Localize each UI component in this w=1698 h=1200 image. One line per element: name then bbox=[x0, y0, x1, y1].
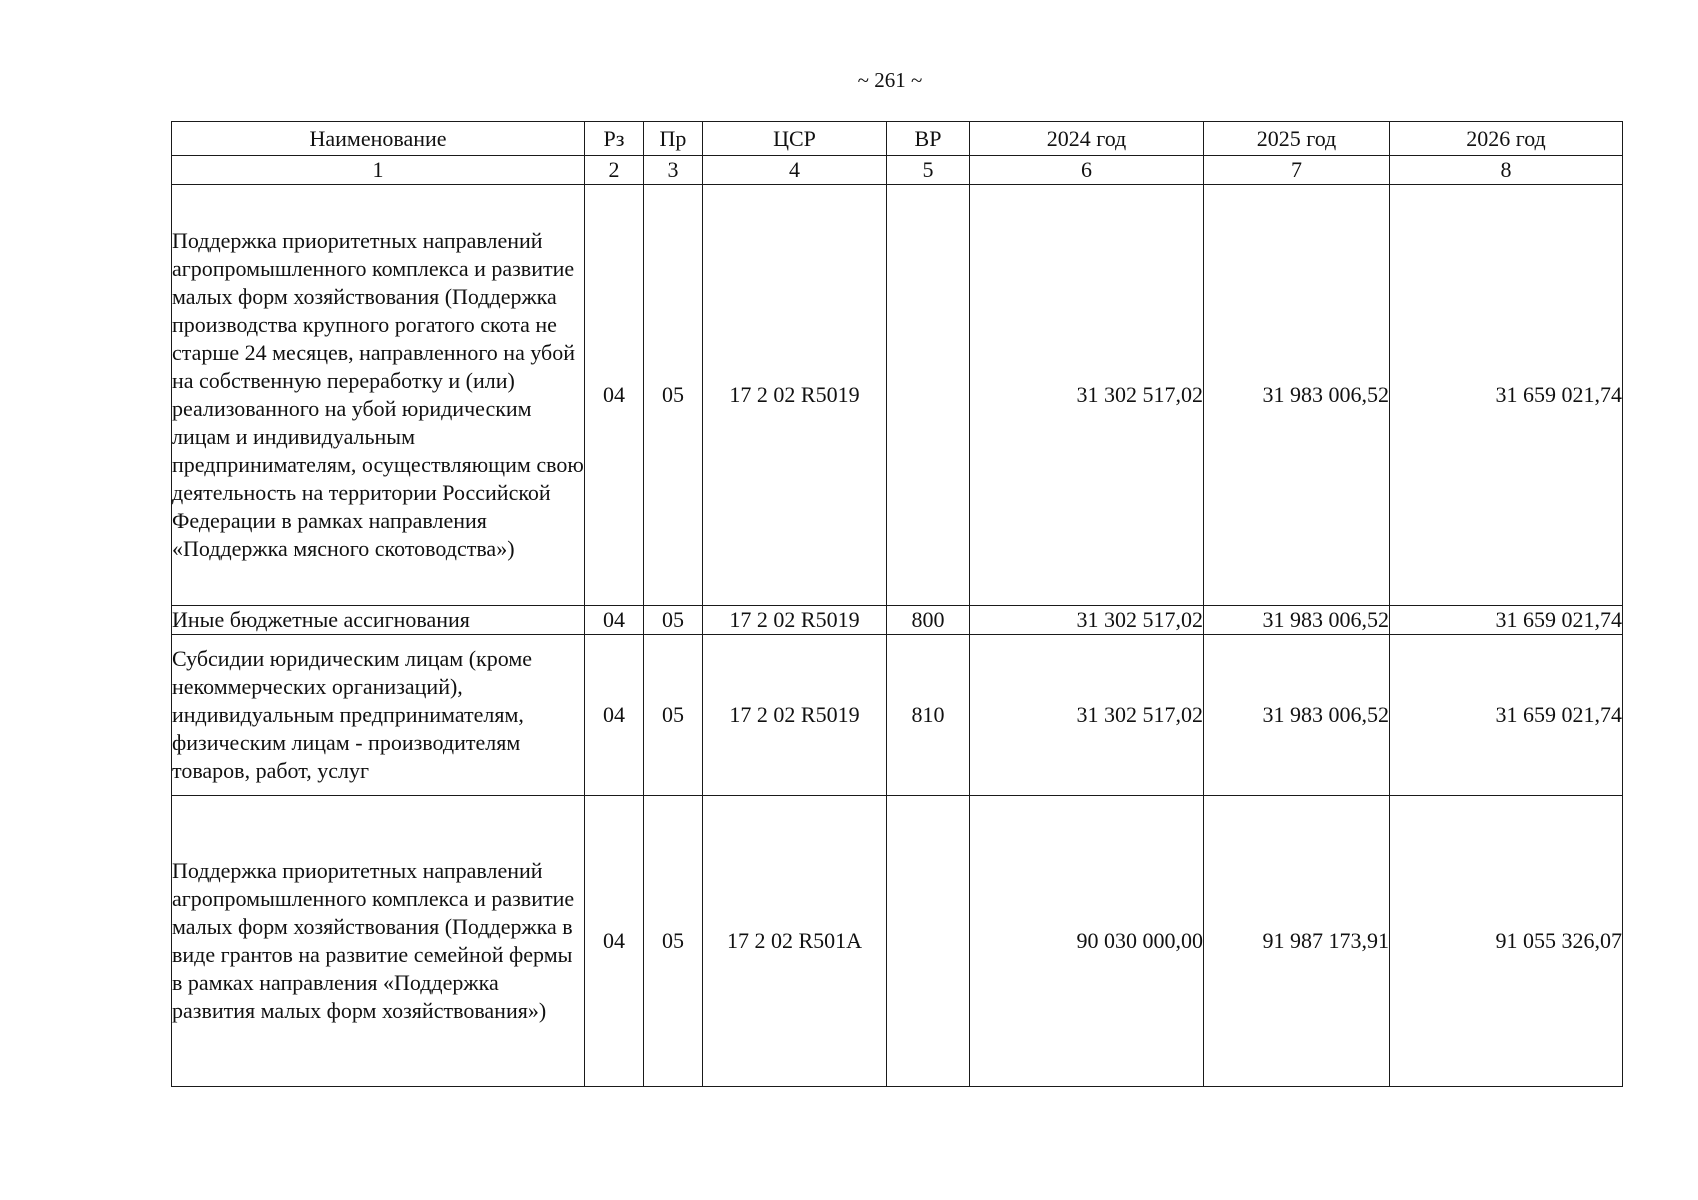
cell-2025: 31 983 006,52 bbox=[1204, 185, 1390, 606]
cell-2025: 91 987 173,91 bbox=[1204, 796, 1390, 1087]
cell-vr bbox=[887, 796, 970, 1087]
cell-name: Иные бюджетные ассигнования bbox=[172, 606, 585, 635]
cell-pr: 05 bbox=[644, 635, 703, 796]
header-pr: Пр bbox=[644, 122, 703, 156]
column-number: 8 bbox=[1390, 156, 1623, 185]
cell-rz: 04 bbox=[585, 796, 644, 1087]
table-row bbox=[172, 635, 1623, 796]
header-vr: ВР bbox=[887, 122, 970, 156]
cell-csr: 17 2 02 R5019 bbox=[703, 635, 887, 796]
cell-2026: 31 659 021,74 bbox=[1390, 635, 1623, 796]
cell-pr: 05 bbox=[644, 796, 703, 1087]
column-number-row bbox=[172, 156, 1623, 185]
cell-name: Субсидии юридическим лицам (кроме некоммерческих организаций), индивидуальным предпринимателям, физическим лицам - производителям товаров, работ, услуг bbox=[172, 635, 585, 796]
header-csr: ЦСР bbox=[703, 122, 887, 156]
cell-2026: 31 659 021,74 bbox=[1390, 606, 1623, 635]
cell-2024: 90 030 000,00 bbox=[970, 796, 1204, 1087]
column-number: 5 bbox=[887, 156, 970, 185]
cell-pr: 05 bbox=[644, 606, 703, 635]
cell-2024: 31 302 517,02 bbox=[970, 185, 1204, 606]
cell-rz: 04 bbox=[585, 606, 644, 635]
cell-2025: 31 983 006,52 bbox=[1204, 606, 1390, 635]
cell-rz: 04 bbox=[585, 185, 644, 606]
cell-rz: 04 bbox=[585, 635, 644, 796]
cell-csr: 17 2 02 R5019 bbox=[703, 185, 887, 606]
cell-2025: 31 983 006,52 bbox=[1204, 635, 1390, 796]
cell-pr: 05 bbox=[644, 185, 703, 606]
cell-vr bbox=[887, 185, 970, 606]
cell-2026: 31 659 021,74 bbox=[1390, 185, 1623, 606]
cell-vr: 800 bbox=[887, 606, 970, 635]
table-row bbox=[172, 606, 1623, 635]
budget-table bbox=[171, 121, 1623, 1087]
column-number: 4 bbox=[703, 156, 887, 185]
cell-name: Поддержка приоритетных направлений агропромышленного комплекса и развитие малых форм хозяйствования (Поддержка производства крупного рогатого скота не старше 24 месяцев, направленного на убой на собственную переработку и (или) реализованного на убой юридическим лицам и индивидуальным предпринимателям, осуществляющим свою деятельность на территории Российской Федерации в рамках направления «Поддержка мясного скотоводства») bbox=[172, 185, 585, 606]
table-row bbox=[172, 796, 1623, 1087]
cell-2026: 91 055 326,07 bbox=[1390, 796, 1623, 1087]
column-number: 1 bbox=[172, 156, 585, 185]
column-number: 2 bbox=[585, 156, 644, 185]
column-number: 6 bbox=[970, 156, 1204, 185]
header-2024: 2024 год bbox=[970, 122, 1204, 156]
table-row bbox=[172, 185, 1623, 606]
cell-vr: 810 bbox=[887, 635, 970, 796]
header-2025: 2025 год bbox=[1204, 122, 1390, 156]
cell-csr: 17 2 02 R501A bbox=[703, 796, 887, 1087]
page-number: ~ 261 ~ bbox=[857, 68, 923, 92]
header-rz: Рз bbox=[585, 122, 644, 156]
header-2026: 2026 год bbox=[1390, 122, 1623, 156]
column-number: 7 bbox=[1204, 156, 1390, 185]
table-header-row bbox=[172, 122, 1623, 156]
cell-name: Поддержка приоритетных направлений агропромышленного комплекса и развитие малых форм хозяйствования (Поддержка в виде грантов на развитие семейной фермы в рамках направления «Поддержка развития малых форм хозяйствования») bbox=[172, 796, 585, 1087]
cell-2024: 31 302 517,02 bbox=[970, 635, 1204, 796]
header-name: Наименование bbox=[172, 122, 585, 156]
column-number: 3 bbox=[644, 156, 703, 185]
cell-2024: 31 302 517,02 bbox=[970, 606, 1204, 635]
cell-csr: 17 2 02 R5019 bbox=[703, 606, 887, 635]
